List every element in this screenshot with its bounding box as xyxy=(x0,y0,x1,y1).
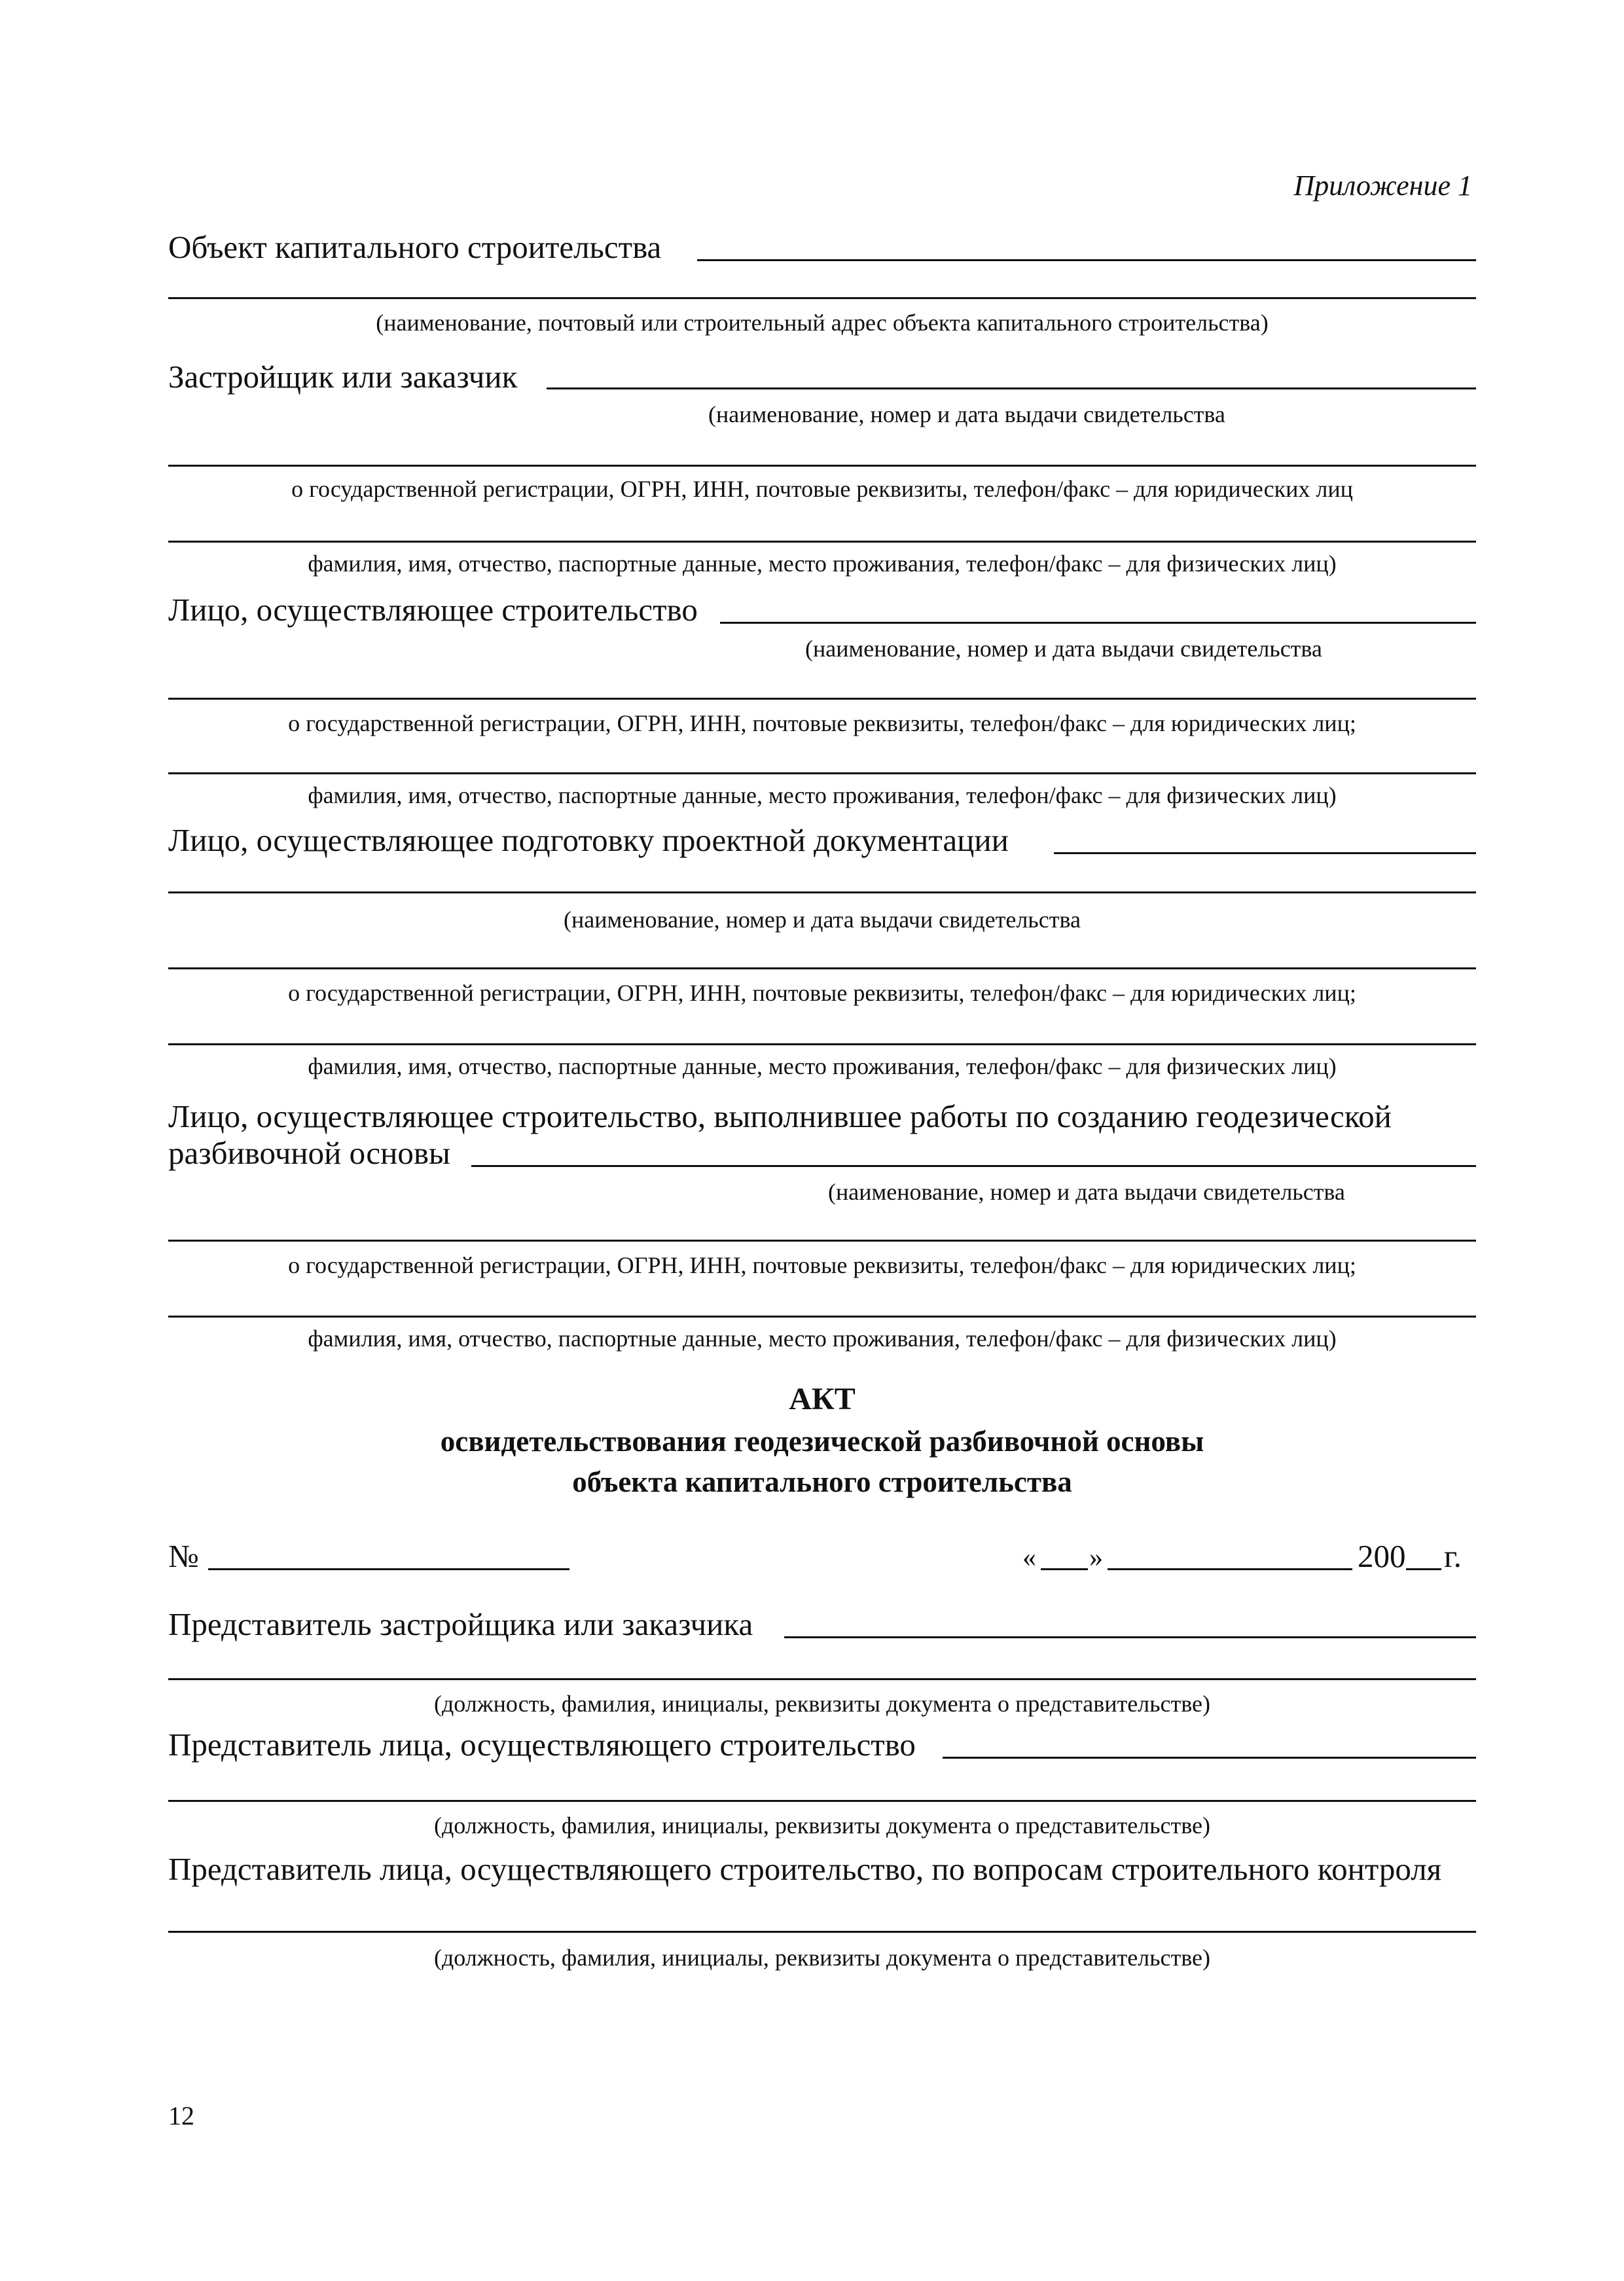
object-fill-line xyxy=(697,259,1476,261)
designer-caption-1: (наименование, номер и дата выдачи свидетельства xyxy=(564,907,1081,933)
builder-caption-3: фамилия, имя, отчество, паспортные данные, место проживания, телефон/факс – для физических лиц) xyxy=(308,782,1337,808)
number-fill-line xyxy=(208,1568,569,1570)
designer-fill-line-3 xyxy=(168,967,1476,969)
page-number: 12 xyxy=(168,2101,194,2130)
developer-caption-2: о государственной регистрации, ОГРН, ИНН, почтовые реквизиты, телефон/факс – для юридических лиц xyxy=(291,476,1353,502)
number-sign: № xyxy=(168,1538,199,1574)
geodesist-fill-line-3 xyxy=(168,1316,1476,1318)
builder-label: Лицо, осуществляющее строительство xyxy=(168,592,698,628)
geodesist-label-line2: разбивочной основы xyxy=(168,1135,450,1171)
object-fill-line-2 xyxy=(168,297,1476,299)
day-fill-line xyxy=(1041,1568,1088,1570)
rep-control-fill-line xyxy=(168,1931,1476,1933)
geodesist-label-line1: Лицо, осуществляющее строительство, выполнившее работы по созданию геодезической xyxy=(168,1098,1392,1134)
year-fill-line xyxy=(1406,1568,1441,1570)
developer-caption-3: фамилия, имя, отчество, паспортные данные, место проживания, телефон/факс – для физических лиц) xyxy=(308,550,1337,577)
act-title: АКТ xyxy=(789,1382,856,1416)
designer-fill-line-4 xyxy=(168,1043,1476,1045)
act-subtitle-2: объекта капитального строительства xyxy=(572,1465,1072,1498)
builder-fill-line xyxy=(720,622,1476,624)
object-label: Объект капитального строительства xyxy=(168,229,662,265)
builder-caption-1: (наименование, номер и дата выдачи свидетельства xyxy=(805,636,1322,662)
developer-fill-line xyxy=(547,387,1476,389)
developer-caption-1: (наименование, номер и дата выдачи свидетельства xyxy=(708,401,1225,427)
geodesist-fill-line-2 xyxy=(168,1240,1476,1242)
rep-developer-fill-line xyxy=(784,1636,1476,1638)
geodesist-caption-1: (наименование, номер и дата выдачи свидетельства xyxy=(828,1179,1345,1205)
month-fill-line xyxy=(1108,1568,1352,1570)
rep-developer-caption: (должность, фамилия, инициалы, реквизиты документа о представительстве) xyxy=(433,1691,1211,1717)
developer-fill-line-3 xyxy=(168,541,1476,543)
year-prefix: 200 xyxy=(1358,1538,1406,1574)
geodesist-fill-line xyxy=(471,1165,1476,1167)
designer-caption-2: о государственной регистрации, ОГРН, ИНН, почтовые реквизиты, телефон/факс – для юридических лиц; xyxy=(288,980,1356,1006)
designer-fill-line-2 xyxy=(168,891,1476,893)
rep-builder-fill-line-2 xyxy=(168,1800,1476,1802)
geodesist-caption-2: о государственной регистрации, ОГРН, ИНН, почтовые реквизиты, телефон/факс – для юридических лиц; xyxy=(288,1252,1356,1278)
rep-developer-fill-line-2 xyxy=(168,1678,1476,1680)
builder-fill-line-2 xyxy=(168,698,1476,700)
year-suffix: г. xyxy=(1444,1538,1462,1574)
builder-fill-line-3 xyxy=(168,772,1476,774)
rep-control-caption: (должность, фамилия, инициалы, реквизиты документа о представительстве) xyxy=(433,1945,1211,1971)
developer-label: Застройщик или заказчик xyxy=(168,359,518,395)
rep-builder-fill-line xyxy=(943,1757,1476,1759)
act-subtitle-1: освидетельствования геодезической разбивочной основы xyxy=(440,1425,1204,1458)
rep-builder-caption: (должность, фамилия, инициалы, реквизиты документа о представительстве) xyxy=(433,1812,1211,1839)
rep-developer-label: Представитель застройщика или заказчика xyxy=(168,1606,753,1642)
date-quote-open: « xyxy=(1022,1543,1036,1573)
designer-fill-line xyxy=(1054,852,1476,854)
rep-control-label: Представитель лица, осуществляющего строительство, по вопросам строительного контроля xyxy=(168,1851,1442,1887)
geodesist-caption-3: фамилия, имя, отчество, паспортные данные, место проживания, телефон/факс – для физических лиц) xyxy=(308,1325,1337,1352)
developer-fill-line-2 xyxy=(168,465,1476,467)
date-quote-close: » xyxy=(1089,1543,1103,1573)
appendix-label: Приложение 1 xyxy=(1293,170,1472,202)
object-caption: (наименование, почтовый или строительный адрес объекта капитального строительства) xyxy=(376,310,1269,336)
rep-builder-label: Представитель лица, осуществляющего строительство xyxy=(168,1727,916,1763)
designer-label: Лицо, осуществляющее подготовку проектной документации xyxy=(168,822,1009,858)
designer-caption-3: фамилия, имя, отчество, паспортные данные, место проживания, телефон/факс – для физических лиц) xyxy=(308,1053,1337,1079)
builder-caption-2: о государственной регистрации, ОГРН, ИНН, почтовые реквизиты, телефон/факс – для юридических лиц; xyxy=(288,710,1356,736)
